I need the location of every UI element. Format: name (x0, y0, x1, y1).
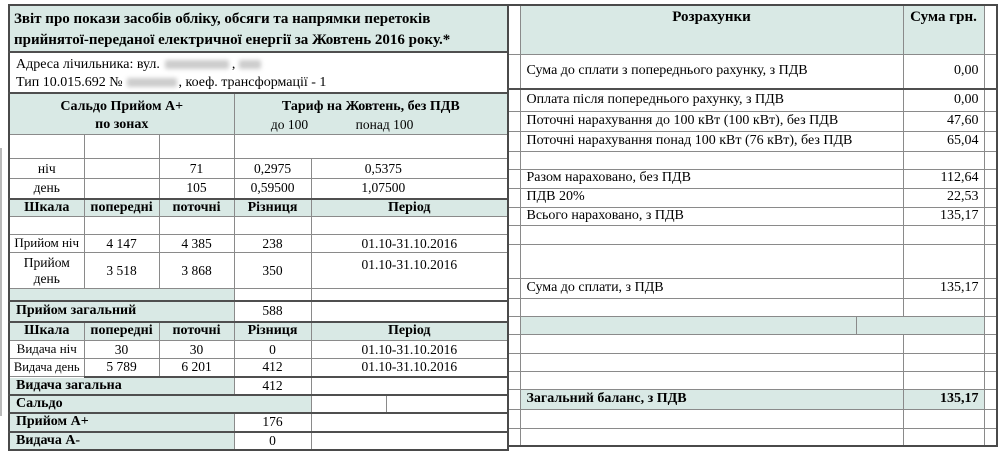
empty-cell (311, 395, 386, 413)
scale-header2-difference: Різниця (234, 322, 311, 341)
trailing-cell (984, 316, 997, 334)
empty-cell (520, 371, 903, 389)
calc-row-value: 65,04 (903, 131, 984, 151)
empty-cell (903, 334, 984, 353)
redacted-street (165, 60, 229, 69)
trailing-cell (984, 389, 997, 409)
zone-day-label: день (9, 179, 84, 199)
empty-cell (903, 151, 984, 169)
table-row (508, 54, 997, 89)
scale-header2-period: Період (311, 322, 508, 341)
zone-day-tariff-low: 0,59500 (234, 179, 311, 199)
intake-night-label: Прийом ніч (9, 235, 84, 253)
meter-type-suffix: , коеф. трансформації - 1 (178, 75, 327, 90)
trailing-cell (984, 89, 997, 111)
trailing-cell (984, 244, 997, 278)
table-row (9, 359, 508, 377)
trailing-cell (984, 111, 997, 131)
intake-night-period: 01.10-31.10.2016 (311, 235, 508, 253)
intake-day-previous: 3 518 (84, 253, 159, 289)
empty-cell (520, 409, 903, 428)
output-day-difference: 412 (234, 359, 311, 377)
zone-night-label: ніч (9, 159, 84, 179)
scale-header-difference: Різниця (234, 199, 311, 217)
output-night-previous: 30 (84, 341, 159, 359)
gap-cell (508, 244, 520, 278)
gap-cell (508, 169, 520, 188)
saldo-output-difference: 0 (234, 432, 311, 450)
output-night-period: 01.10-31.10.2016 (311, 341, 508, 359)
sum-header: Сума грн. (903, 5, 984, 54)
report-title-line2: прийнятої-переданої електричної енергії за Жовтень 2016 року.* (14, 32, 451, 48)
zone-night-tariff-high: 0,5375 (311, 159, 508, 179)
empty-cell (84, 159, 159, 179)
table-row (508, 389, 997, 409)
output-night-label: Видача ніч (9, 341, 84, 359)
meter-address-block (9, 52, 508, 93)
calc-row-label: Разом нараховано, без ПДВ (520, 169, 903, 188)
calculations-table (507, 4, 998, 447)
gap-cell (508, 316, 520, 334)
output-day-previous: 5 789 (84, 359, 159, 377)
output-night-difference: 0 (234, 341, 311, 359)
shaded-split-cell-left (520, 316, 856, 334)
table-row (508, 207, 997, 225)
trailing-cell (984, 188, 997, 207)
intake-night-previous: 4 147 (84, 235, 159, 253)
zone-night-tariff-low: 0,2975 (234, 159, 311, 179)
trailing-cell (984, 409, 997, 428)
intake-day-difference: 350 (234, 253, 311, 289)
empty-cell (159, 217, 234, 235)
trailing-cell (984, 334, 997, 353)
scale-header2-previous: попередні (84, 322, 159, 341)
scale-header2-current: поточні (159, 322, 234, 341)
empty-cell (234, 135, 508, 159)
output-total-label: Видача загальна (9, 377, 234, 395)
gap-cell (508, 54, 520, 89)
empty-cell (520, 225, 903, 244)
shaded-split-cell-right (856, 316, 984, 334)
gap-cell (508, 371, 520, 389)
output-day-label: Видача день (9, 359, 84, 377)
table-row (508, 188, 997, 207)
table-row (508, 131, 997, 151)
empty-cell (520, 151, 903, 169)
meter-address-line (16, 56, 507, 74)
gap-cell (508, 111, 520, 131)
report-title-line1: Звіт про покази засобів обліку, обсяги та напрямки перетоків (14, 11, 431, 27)
meter-type-line (16, 74, 507, 92)
empty-cell (84, 135, 159, 159)
trailing-cell (984, 131, 997, 151)
output-day-period: 01.10-31.10.2016 (311, 359, 508, 377)
gap-cell (508, 298, 520, 316)
tariff-col-low-label: до 100 (270, 117, 309, 132)
meter-type-prefix: Тип 10.015.692 № (16, 75, 123, 90)
intake-day-period: 01.10-31.10.2016 (311, 253, 508, 289)
gap-cell (508, 225, 520, 244)
empty-cell (520, 428, 903, 446)
trailing-cell (984, 169, 997, 188)
empty-cell (159, 135, 234, 159)
gap-cell (508, 207, 520, 225)
empty-cell (84, 179, 159, 199)
total-balance-value: 135,17 (903, 389, 984, 409)
address-comma: , (231, 57, 236, 72)
gap-cell (508, 151, 520, 169)
table-row (9, 235, 508, 253)
redacted-serial (127, 78, 177, 87)
saldo-intake-label: Прийом А+ (9, 413, 234, 432)
empty-cell (903, 371, 984, 389)
gap-cell (508, 5, 520, 54)
trailing-cell (984, 225, 997, 244)
calc-row-label: Сума до сплати, з ПДВ (520, 278, 903, 298)
table-row (508, 169, 997, 188)
scale-header-period: Період (311, 199, 508, 217)
gap-cell (508, 334, 520, 353)
gap-cell (508, 131, 520, 151)
scale-header-previous: попередні (84, 199, 159, 217)
empty-cell (903, 428, 984, 446)
calc-row-label: Поточні нарахування до 100 кВт (100 кВт), без ПДВ (520, 111, 903, 131)
total-balance-label: Загальний баланс, з ПДВ (520, 389, 903, 409)
saldo-header-line1: Сальдо Прийом А+ (60, 99, 184, 114)
table-row (9, 341, 508, 359)
table-row (508, 278, 997, 298)
gap-cell (508, 389, 520, 409)
empty-cell (311, 377, 508, 395)
calc-row-label: Всього нараховано, з ПДВ (520, 207, 903, 225)
empty-cell (9, 217, 84, 235)
tariff-col-high-label: понад 100 (355, 117, 414, 132)
calc-row-label: Оплата після попереднього рахунку, з ПДВ (520, 89, 903, 111)
calc-row-value: 0,00 (903, 54, 984, 89)
zone-night-saldo: 71 (159, 159, 234, 179)
calc-row-value: 112,64 (903, 169, 984, 188)
gap-cell (508, 89, 520, 111)
gap-cell (508, 409, 520, 428)
calc-row-value: 47,60 (903, 111, 984, 131)
trailing-cell (984, 371, 997, 389)
output-night-current: 30 (159, 341, 234, 359)
report-title (9, 5, 508, 52)
calc-row-value: 135,17 (903, 207, 984, 225)
intake-day-label: Прийом день (9, 253, 84, 289)
calc-row-value: 22,53 (903, 188, 984, 207)
table-row (9, 253, 508, 289)
gap-cell (508, 353, 520, 371)
empty-cell (903, 298, 984, 316)
scale-header-current: поточні (159, 199, 234, 217)
empty-cell (234, 217, 311, 235)
empty-cell (311, 432, 508, 450)
scale-header-scale: Шкала (9, 199, 84, 217)
empty-cell (9, 135, 84, 159)
address-prefix: Адреса лічильника: вул. (16, 57, 160, 72)
empty-cell (311, 413, 508, 432)
redacted-house (239, 60, 261, 69)
zone-day-tariff-high: 1,07500 (311, 179, 508, 199)
calc-row-label: Поточні нарахування понад 100 кВт (76 кВт), без ПДВ (520, 131, 903, 151)
trailing-cell (984, 5, 997, 54)
calc-row-label: Сума до сплати з попереднього рахунку, з ПДВ (520, 54, 903, 89)
gap-cell (508, 428, 520, 446)
empty-cell (903, 353, 984, 371)
empty-cell (311, 217, 508, 235)
trailing-cell (984, 278, 997, 298)
saldo-output-label: Видача А- (9, 432, 234, 450)
intake-day-current: 3 868 (159, 253, 234, 289)
saldo-zones-header (9, 93, 234, 135)
readings-table (8, 4, 509, 451)
empty-cell (311, 289, 508, 301)
saldo-intake-difference: 176 (234, 413, 311, 432)
trailing-cell (984, 207, 997, 225)
empty-cell (903, 225, 984, 244)
output-total-difference: 412 (234, 377, 311, 395)
trailing-cell (984, 54, 997, 89)
gap-cell (508, 188, 520, 207)
table-row (508, 89, 997, 111)
intake-night-current: 4 385 (159, 235, 234, 253)
tariff-subcolumns (235, 116, 508, 134)
empty-cell (234, 289, 311, 301)
scale-header2-scale: Шкала (9, 322, 84, 341)
empty-cell (84, 217, 159, 235)
calculations-header: Розрахунки (520, 5, 903, 54)
empty-cell (520, 244, 903, 278)
output-day-current: 6 201 (159, 359, 234, 377)
page-edge-line (0, 148, 2, 416)
empty-cell (903, 244, 984, 278)
calc-row-value: 0,00 (903, 89, 984, 111)
intake-total-label: Прийом загальний (9, 301, 234, 322)
zone-day-saldo: 105 (159, 179, 234, 199)
table-row (508, 111, 997, 131)
empty-cell (520, 334, 903, 353)
trailing-cell (984, 353, 997, 371)
spacer-shaded-cell (9, 289, 234, 301)
calc-row-value: 135,17 (903, 278, 984, 298)
trailing-cell (984, 151, 997, 169)
empty-cell (311, 301, 508, 322)
tariff-header (234, 93, 508, 135)
empty-cell (520, 353, 903, 371)
empty-cell (386, 395, 508, 413)
trailing-cell (984, 428, 997, 446)
intake-total-difference: 588 (234, 301, 311, 322)
gap-cell (508, 278, 520, 298)
saldo-section-label: Сальдо (9, 395, 311, 413)
trailing-cell (984, 298, 997, 316)
tariff-header-title: Тариф на Жовтень, без ПДВ (281, 99, 460, 114)
calc-row-label: ПДВ 20% (520, 188, 903, 207)
intake-night-difference: 238 (234, 235, 311, 253)
saldo-header-line2: по зонах (95, 117, 149, 132)
empty-cell (903, 409, 984, 428)
empty-cell (520, 298, 903, 316)
